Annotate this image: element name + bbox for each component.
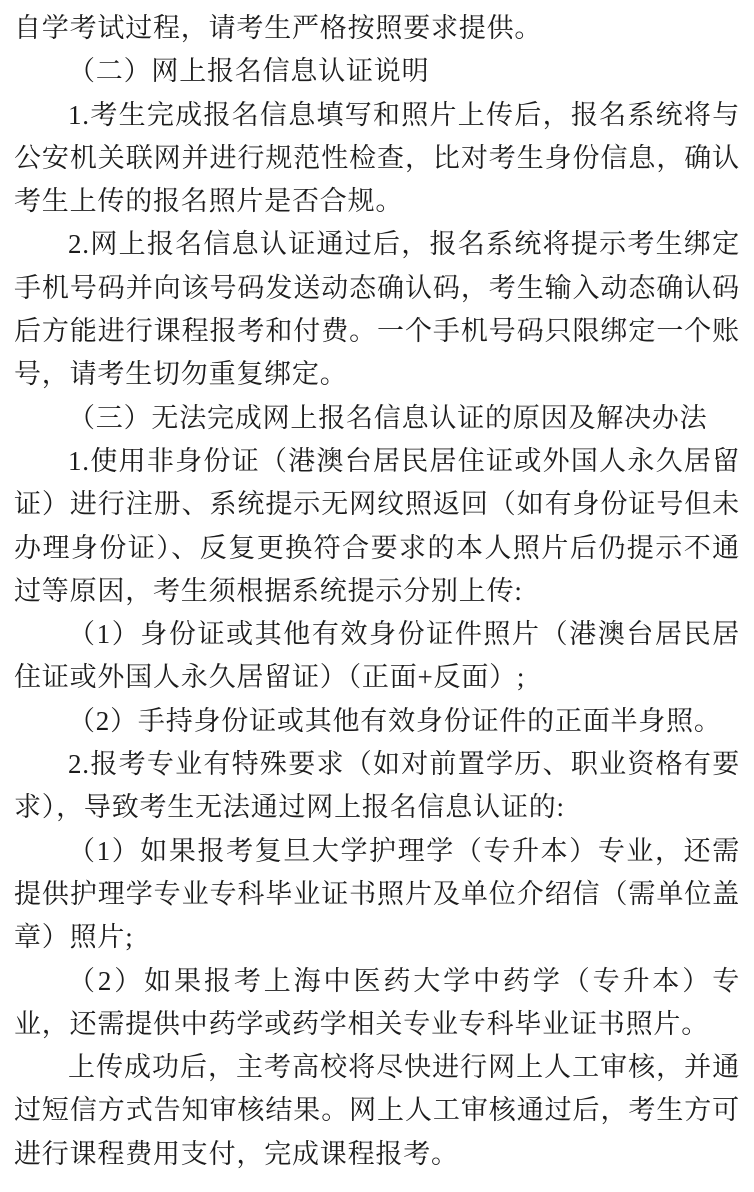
section-heading-3: （三）无法完成网上报名信息认证的原因及解决办法 — [68, 402, 708, 433]
paragraph: 2.网上报名信息认证通过后，报名系统将提示考生绑定手机号码并向该号码发送动态确认码，考生输入动态确认码后方能进行课程报考和付费。一个手机号码只限绑定一个账号，请考生切勿重复绑定。 — [14, 229, 740, 390]
paragraph: 2.报考专业有特殊要求（如对前置学历、职业资格有要求），导致考生无法通过网上报名信息认证的: — [14, 749, 740, 823]
paragraph: 1.考生完成报名信息填写和照片上传后，报名系统将与公安机关联网并进行规范性检查，比对考生身份信息，确认考生上传的报名照片是否合规。 — [14, 99, 740, 217]
paragraph-item: （2）手持身份证或其他有效身份证件的正面半身照。 — [68, 705, 722, 736]
paragraph-continuation: 自学考试过程，请考生严格按照要求提供。 — [14, 13, 543, 43]
paragraph-item: （2）如果报考上海中医药大学中药学（专升本）专业，还需提供中药学或药学相关专业专科毕业证书照片。 — [14, 965, 740, 1039]
section-heading-2: （二）网上报名信息认证说明 — [68, 56, 430, 87]
paragraph: 1.使用非身份证（港澳台居民居住证或外国人永久居留证）进行注册、系统提示无网纹照返回（如有身份证号但未办理身份证）、反复更换符合要求的本人照片后仍提示不通过等原因，考生须根据系统提示分别上传: — [14, 445, 740, 606]
paragraph-item: （1）如果报考复旦大学护理学（专升本）专业，还需提供护理学专业专科毕业证书照片及单位介绍信（需单位盖章）照片; — [14, 835, 740, 953]
paragraph: 上传成功后，主考高校将尽快进行网上人工审核，并通过短信方式告知审核结果。网上人工审核通过后，考生方可进行课程费用支付，完成课程报考。 — [14, 1052, 740, 1169]
paragraph-item: （1）身份证或其他有效身份证件照片（港澳台居民居住证或外国人永久居留证）（正面+反面）; — [14, 619, 740, 693]
